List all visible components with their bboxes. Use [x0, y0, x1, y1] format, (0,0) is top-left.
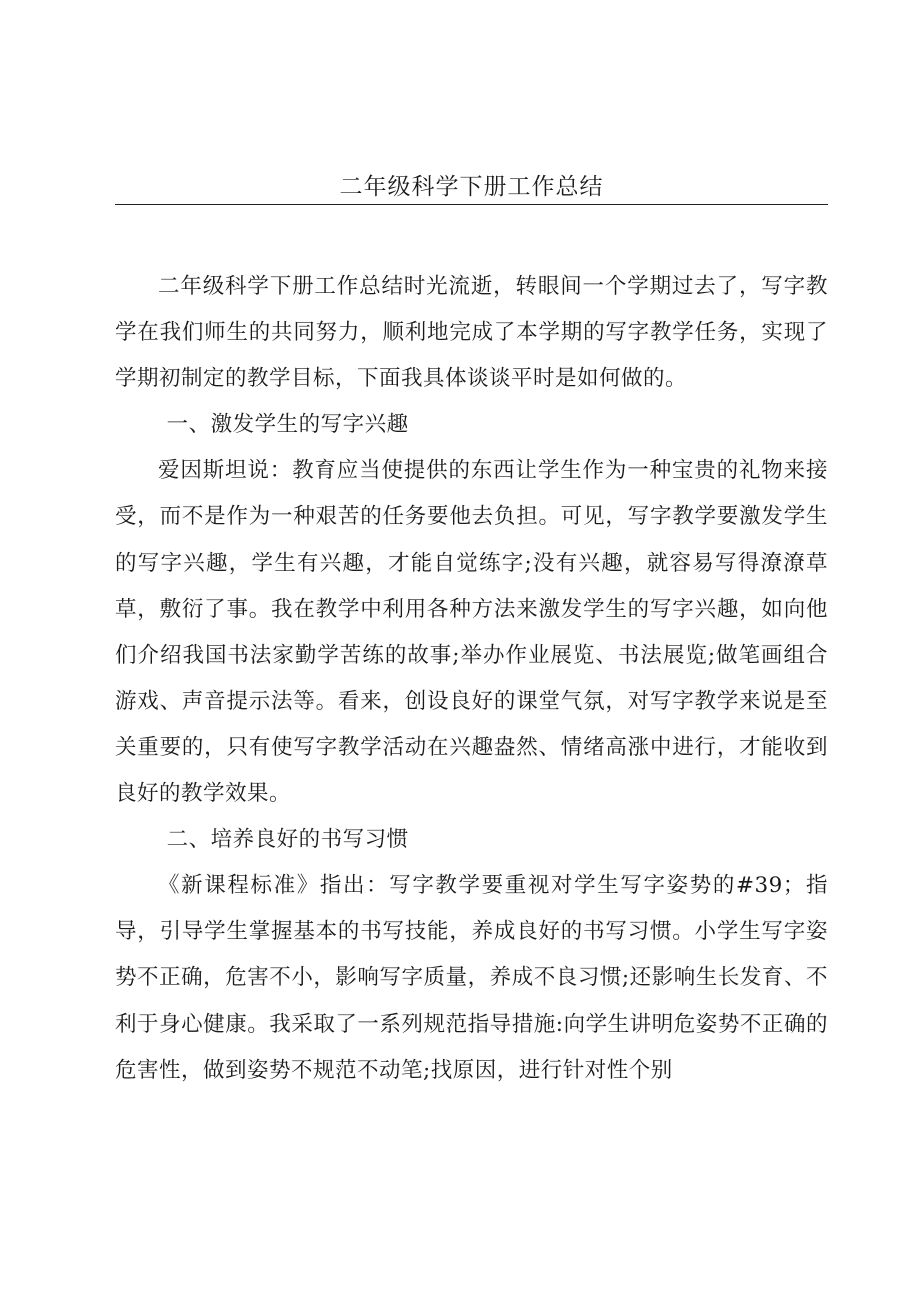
section-heading-2: 二、培养良好的书写习惯: [166, 827, 409, 853]
section-heading-1: 一、激发学生的写字兴趣: [166, 412, 409, 438]
section-2-paragraph: 《新课程标准》指出：写字教学要重视对学生写字姿势的#39；指导，引导学生掌握基本的书写技能，养成良好的书写习惯。小学生写字姿势不正确，危害不小，影响写字质量，养成不良习惯;还影响生长发育、不利于身心健康。我采取了一系列规范指导措施:向学生讲明危姿势不正确的危害性，做到姿势不规范不动笔;找原因，进行针对性个别: [115, 873, 828, 1083]
title-underline: [115, 204, 828, 205]
intro-paragraph: 二年级科学下册工作总结时光流逝，转眼间一个学期过去了，写字教学在我们师生的共同努力，顺利地完成了本学期的写字教学任务，实现了学期初制定的教学目标，下面我具体谈谈平时是如何做的。: [115, 274, 828, 392]
section-1-paragraph: 爱因斯坦说：教育应当使提供的东西让学生作为一种宝贵的礼物来接受，而不是作为一种艰苦的任务要他去负担。可见，写字教学要激发学生的写字兴趣，学生有兴趣，才能自觉练字;没有兴趣，就容易写得潦潦草草，敷衍了事。我在教学中利用各种方法来激发学生的写字兴趣，如向他们介绍我国书法家勤学苦练的故事;举办作业展览、书法展览;做笔画组合游戏、声音提示法等。看来，创设良好的课堂气氛，对写字教学来说是至关重要的，只有使写字教学活动在兴趣盎然、情绪高涨中进行，才能收到良好的教学效果。: [115, 458, 828, 807]
document-body: [115, 264, 828, 1094]
document-title: 二年级科学下册工作总结: [339, 174, 604, 200]
